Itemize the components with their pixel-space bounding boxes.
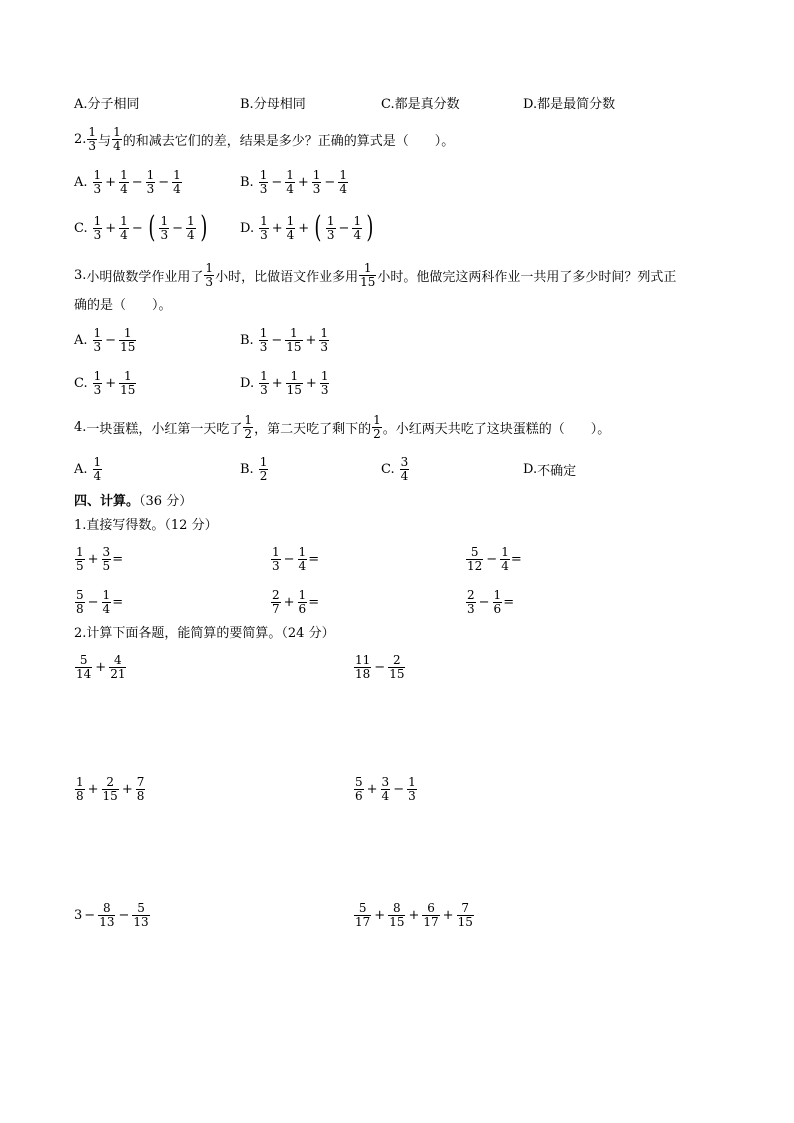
q1-option-d: D.都是最简分数 [523,97,616,112]
oral-item: $\frac{1}{3}$ − $\frac{1}{4}$ = [272,544,320,573]
q2-option-c: C. $\frac{1}{3}$ + $\frac{1}{4}$ − ( $\frac{1}{3}$ − $\frac{1}{4}$ ) [74,210,207,245]
q2-option-a: A. $\frac{1}{3}$ + $\frac{1}{4}$ − $\frac{1}{3}$ − $\frac{1}{4}$ [74,167,181,196]
q3-stem-line1: 3. 小明做数学作业用了 $\frac{1}{3}$ 小时，比做语文作业多用 $\frac{1}{15}$ 小时。他做完这两科作业一共用了多少时间？列式正 [74,260,677,289]
fraction: $\frac{1}{3}$ [88,124,97,153]
q4-stem: 4. 一块蛋糕，小红第一天吃了 $\frac{1}{2}$ ，第二天吃了剩下的 $\frac{1}{2}$ 。小红两天共吃了这块蛋糕的（ ）。 [74,412,611,441]
calc-item: $\frac{5}{17}$ + $\frac{8}{15}$ + $\frac{6}{17}$ + $\frac{7}{15}$ [355,900,473,929]
q3-option-d: D. $\frac{1}{3}$ + $\frac{1}{15}$ + $\frac{1}{3}$ [240,368,329,397]
calc-item: $\frac{11}{18}$ − $\frac{2}{15}$ [355,652,405,681]
oral-item: $\frac{2}{3}$ − $\frac{1}{6}$ = [467,587,515,616]
calc-item: $\frac{5}{14}$ + $\frac{4}{21}$ [76,652,126,681]
oral-item: $\frac{5}{12}$ − $\frac{1}{4}$ = [467,544,522,573]
q2-option-b: B. $\frac{1}{3}$ − $\frac{1}{4}$ + $\frac{1}{3}$ − $\frac{1}{4}$ [240,167,347,196]
q4-option-d: D. 不确定 [523,461,577,479]
oral-item: $\frac{1}{5}$ + $\frac{3}{5}$ = [76,544,124,573]
q4-option-b: B. $\frac{1}{2}$ [240,454,268,483]
sub-question-1-title: 1.直接写得数。（12 分） [74,518,218,533]
q3-option-c: C. $\frac{1}{3}$ + $\frac{1}{15}$ [74,368,136,397]
q3-stem-line2: 确的是（ ）。 [74,298,172,313]
calc-item: $\frac{1}{8}$ + $\frac{2}{15}$ + $\frac{7}{8}$ [76,774,145,803]
oral-item: $\frac{2}{7}$ + $\frac{1}{6}$ = [272,587,320,616]
calc-item: $\frac{5}{6}$ + $\frac{3}{4}$ − $\frac{1}{3}$ [355,774,416,803]
section-heading: 四、计算。（36 分） [74,494,193,509]
q2-option-d: D. $\frac{1}{3}$ + $\frac{1}{4}$ + ( $\frac{1}{3}$ − $\frac{1}{4}$ ) [240,210,374,245]
oral-item: $\frac{5}{8}$ − $\frac{1}{4}$ = [76,587,124,616]
q4-option-a: A. $\frac{1}{4}$ [74,454,102,483]
q2-stem: 2. $\frac{1}{3}$ 与 $\frac{1}{4}$ 的和减去它们的差，结果是多少？正确的算式是（ ）。 [74,124,455,153]
sub-question-2-title: 2.计算下面各题，能简算的要简算。（24 分） [74,626,335,641]
calc-item: 3 − $\frac{8}{13}$ − $\frac{5}{13}$ [74,900,149,929]
q4-option-c: C. $\frac{3}{4}$ [381,454,409,483]
fraction: $\frac{1}{4}$ [113,124,121,153]
q1-option-c: C.都是真分数 [381,97,460,112]
q3-option-b: B. $\frac{1}{3}$ − $\frac{1}{15}$ + $\frac{1}{3}$ [240,325,329,354]
q1-option-a: A.分子相同 [74,97,140,112]
q1-option-b: B.分母相同 [240,97,306,112]
q3-option-a: A. $\frac{1}{3}$ − $\frac{1}{15}$ [74,325,136,354]
